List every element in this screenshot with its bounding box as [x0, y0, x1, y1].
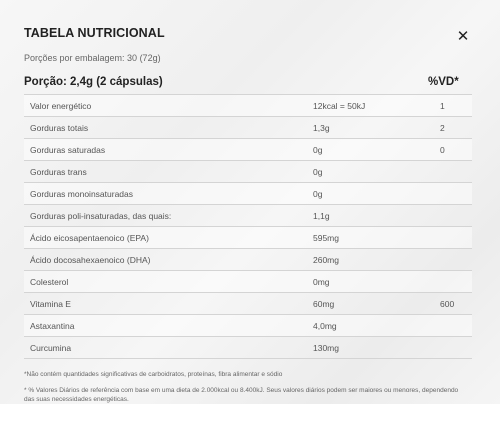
- portion-label: Porção: 2,4g (2 cápsulas): [24, 76, 163, 88]
- nutrient-amount: 4,0mg: [313, 321, 337, 331]
- nutrient-name: Curcumina: [30, 343, 72, 353]
- nutrient-amount: 60mg: [313, 299, 335, 309]
- nutrient-name: Gorduras saturadas: [30, 145, 106, 155]
- close-icon[interactable]: ✕: [456, 27, 470, 45]
- panel-title: TABELA NUTRICIONAL: [24, 26, 165, 40]
- table-row: [24, 205, 472, 227]
- table-row: [24, 183, 472, 205]
- table-row: [24, 117, 472, 139]
- servings-per-package: Porções por embalagem: 30 (72g): [24, 53, 161, 63]
- nutrient-name: Gorduras monoinsaturadas: [30, 189, 134, 199]
- table-row: [24, 271, 472, 293]
- nutrient-name: Colesterol: [30, 277, 69, 287]
- footnote-daily-values: * % Valores Diários de referência com base em uma dieta de 2.000kcal ou 8.400kJ. Seus valores diários podem ser maiores ou menores, dependendo das suas necessidades energéticas.: [24, 387, 459, 403]
- nutrient-name: Vitamina E: [30, 299, 71, 309]
- nutrient-amount: 595mg: [313, 233, 339, 243]
- nutrient-name: Valor energético: [30, 101, 92, 111]
- nutrient-name: Ácido eicosapentaenoico (EPA): [30, 233, 149, 243]
- nutrient-vd: 600: [440, 299, 455, 309]
- nutrient-amount: 130mg: [313, 343, 339, 353]
- nutrient-amount: 1,1g: [313, 211, 330, 221]
- nutrient-vd: 2: [440, 123, 445, 133]
- nutrient-amount: 0g: [313, 167, 323, 177]
- nutrient-name: Ácido docosahexaenoico (DHA): [30, 255, 151, 265]
- portion-header: [24, 76, 472, 92]
- table-row: [24, 293, 472, 315]
- table-row: [24, 139, 472, 161]
- table-row: [24, 249, 472, 271]
- nutrient-name: Gorduras poli-insaturadas, das quais:: [30, 211, 172, 221]
- nutrient-amount: 0g: [313, 189, 323, 199]
- table-row: [24, 95, 472, 117]
- nutrient-vd: 1: [440, 101, 445, 111]
- footnote-not-significant: *Não contém quantidades significativas de carboidratos, proteínas, fibra alimentar e sódio: [24, 371, 283, 378]
- nutrition-table: [24, 94, 472, 359]
- nutrient-amount: 1,3g: [313, 123, 330, 133]
- nutrient-amount: 0g: [313, 145, 323, 155]
- nutrient-amount: 260mg: [313, 255, 339, 265]
- table-row: [24, 315, 472, 337]
- nutrient-name: Gorduras totais: [30, 123, 89, 133]
- vd-column-header: %VD*: [428, 76, 459, 88]
- nutrient-name: Gorduras trans: [30, 167, 87, 177]
- nutrient-amount: 0mg: [313, 277, 330, 287]
- nutrient-amount: 12kcal = 50kJ: [313, 101, 366, 111]
- table-row: [24, 337, 472, 359]
- page-background: [0, 404, 500, 424]
- nutrient-vd: 0: [440, 145, 445, 155]
- table-row: [24, 161, 472, 183]
- nutrient-name: Astaxantina: [30, 321, 75, 331]
- table-row: [24, 227, 472, 249]
